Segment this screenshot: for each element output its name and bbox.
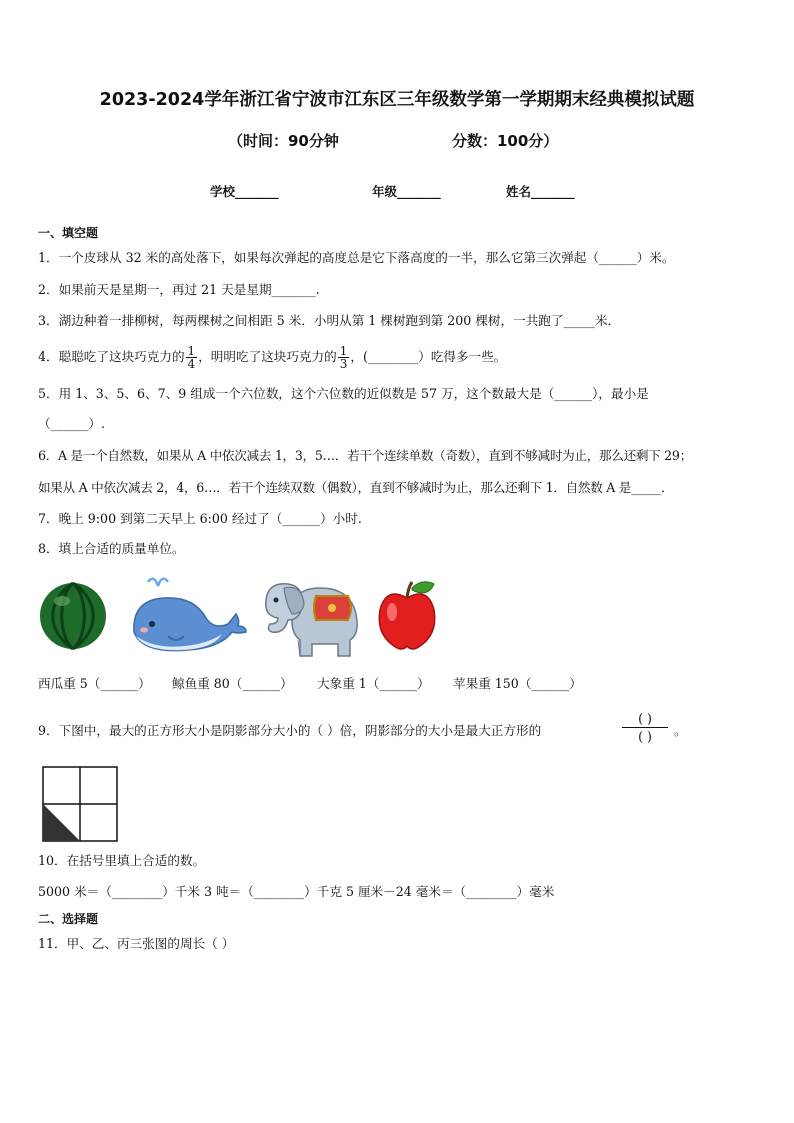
question-10-line: 5000 米＝（________）千米 3 吨＝（________）千克 5 厘米－24 毫米＝（________）毫米 — [38, 884, 555, 899]
question-6-line-1: 6．A 是一个自然数，如果从 A 中依次减去 1，3，5…．若干个连续单数（奇数），直到不够减时为止，那么还剩下 29； — [38, 448, 692, 463]
question-9: 9．下图中，最大的正方形大小是阴影部分大小的（ ）倍，阴影部分的大小是最大正方形的 — [38, 723, 542, 738]
question-9-fraction: ( ) ( ) — [622, 710, 668, 745]
page-title: 2023-2024学年浙江省宁波市江东区三年级数学第一学期期末经典模拟试题 — [99, 90, 695, 110]
exam-score: 分数：100分） — [452, 132, 559, 150]
question-5-line-2: （______）. — [38, 416, 105, 431]
question-2: 2．如果前天是星期一，再过 21 天是星期_______. — [38, 282, 320, 297]
question-1: 1．一个皮球从 32 米的高处落下，如果每次弹起的高度总是它下落高度的一半，那么它第三次弹起（______）米。 — [38, 250, 675, 265]
q8-elephant-label: 大象重 1（______） — [317, 676, 430, 691]
question-7: 7．晚上 9:00 到第二天早上 6:00 经过了（______）小时. — [38, 511, 362, 526]
school-field: 学校_______ — [210, 184, 279, 199]
exam-time: （时间：90分钟 — [228, 132, 339, 150]
name-field: 姓名_______ — [506, 184, 575, 199]
question-8: 8．填上合适的质量单位。 — [38, 541, 185, 556]
fraction-one-third: $\frac{1}{3}$ — [339, 344, 348, 371]
question-9-end: 。 — [674, 723, 687, 738]
question-11: 11．甲、乙、丙三张图的周长（ ） — [38, 936, 235, 951]
question-10: 10．在括号里填上合适的数。 — [38, 853, 206, 868]
square-grid-figure — [42, 766, 120, 844]
section-2-title: 二、选择题 — [38, 912, 99, 926]
elephant-image — [258, 574, 364, 660]
question-4-part-a: 4．聪聪吃了这块巧克力的 — [38, 349, 185, 364]
question-3: 3．湖边种着一排柳树，每两棵树之间相距 5 米．小明从第 1 棵树跑到第 200 棵树，一共跑了_____米． — [38, 313, 621, 328]
question-4-part-c: ，(________）吃得多一些。 — [350, 349, 507, 364]
question-4 — [38, 340, 506, 374]
q8-apple-label: 苹果重 150（______） — [453, 676, 582, 691]
apple-image — [374, 578, 440, 652]
watermelon-image — [38, 581, 108, 651]
question-6-line-2: 如果从 A 中依次减去 2，4，6…．若干个连续双数（偶数），直到不够减时为止，那么还剩下 1．自然数 A 是_____． — [38, 480, 674, 495]
q8-whale-label: 鲸鱼重 80（______） — [172, 676, 293, 691]
question-5-line-1: 5．用 1、3、5、6、7、9 组成一个六位数，这个六位数的近似数是 57 万，这个数最大是（______），最小是 — [38, 386, 649, 401]
q8-watermelon-label: 西瓜重 5（______） — [38, 676, 151, 691]
section-1-title: 一、填空题 — [38, 226, 99, 240]
fraction-one-quarter: $\frac{1}{4}$ — [187, 344, 196, 371]
question-4-part-b: ，明明吃了这块巧克力的 — [198, 349, 337, 364]
whale-image — [128, 574, 248, 658]
grade-field: 年级_______ — [372, 184, 441, 199]
